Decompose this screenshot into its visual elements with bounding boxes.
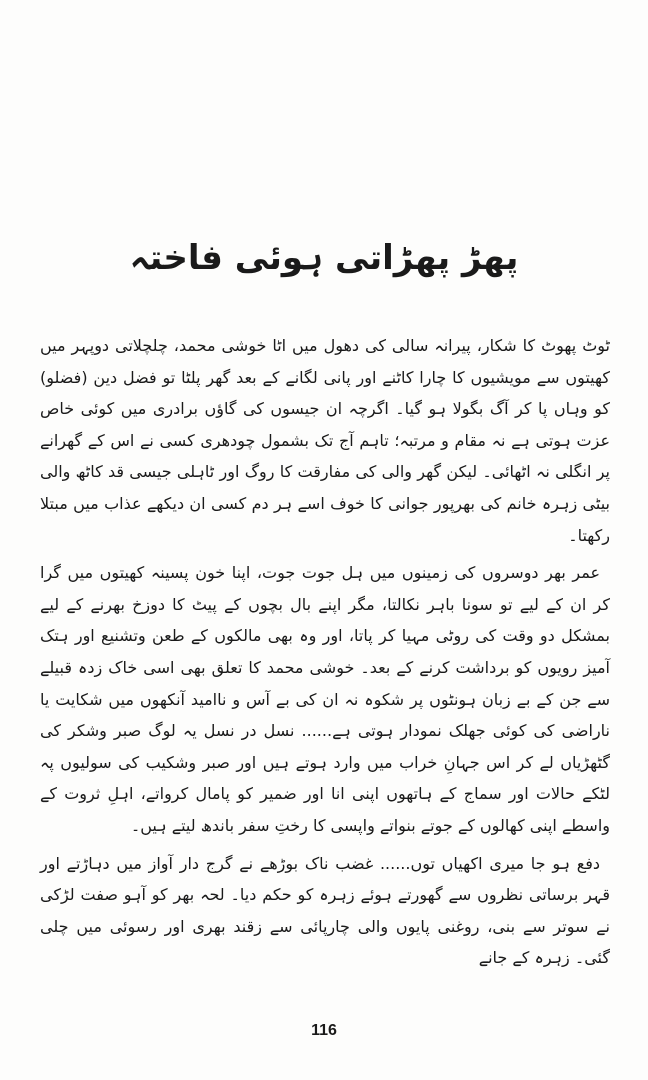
chapter-title: پھڑ پھڑاتی ہوئی فاختہ [129, 238, 519, 278]
paragraph-1: ٹوٹ پھوٹ کا شکار، پیرانہ سالی کی دھول میں اٹا خوشی محمد، چلچلاتی دوپہر میں کھیتوں سے مویشیوں کا چارا کاٹنے اور پانی لگانے کے بعد گھر پلٹا تو فضل دین (فضلو) کو وہاں پا کر آگ بگولا ہو گیا۔ اگرچہ ان جیسوں کی گاؤں برادری میں کوئی خاص عزت ہوتی ہے نہ مقام و مرتبہ؛ تاہم آج تک بشمول چودھری کسی نے اس کے گھرانے پر انگلی نہ اٹھائی۔ لیکن گھر والی کی مفارقت کا روگ اور ٹاہلی جیسی قد کاٹھ والی بیٹی زہرہ خانم کی بھرپور جوانی کا خوف اسے ہر دم کسی ان دیکھے عذاب میں مبتلا رکھتا۔ [40, 336, 610, 545]
body-text [40, 330, 610, 980]
paragraph-2: عمر بھر دوسروں کی زمینوں میں ہل جوت جوت، اپنا خون پسینہ کھیتوں میں گرا کر ان کے لیے تو سونا باہر نکالتا، مگر اپنے بال بچوں کے پیٹ کا دوزخ بھرنے کے لیے بمشکل دو وقت کی روٹی مہیا کر پاتا، اور وہ بھی مالکوں کے طعن وتشنیع اور ہتک آمیز رویوں کو برداشت کرنے کے بعد۔ خوشی محمد کا تعلق بھی اسی خاک زدہ قبیلے سے جن کے بے زبان ہونٹوں پر شکوہ نہ ان کی بے آس و ناامید آنکھوں میں شکایت یا ناراضی کی کوئی جھلک نمودار ہوتی ہے...... نسل در نسل یہ لوگ صبر وشکر کی گٹھڑیاں لے کر اس جہانِ خراب میں وارد ہوتے ہیں اور صبر وشکیب کی سولیوں پہ لٹکے حالات اور سماج کے ہاتھوں اپنی انا اور ضمیر کو پامال کرواتے، اہلِ ثروت کے واسطے اپنی کھالوں کے جوتے بنواتے واپسی کا رختِ سفر باندھ لیتے ہیں۔ [40, 563, 610, 835]
page-number: 116 [311, 1022, 337, 1039]
paragraph-3: دفع ہو جا میری اکھیاں توں...... غضب ناک بوڑھے نے گرج دار آواز میں دہاڑتے اور قہر برساتی نظروں سے گھورتے ہوئے زہرہ کو حکم دیا۔ لحہ بھر کو آہو صفت لڑکی نے سوتر سے بنی، روغنی پایوں والی چارپائی سے زقند بھری اور رسوئی میں چلی گئی۔ زہرہ کے جانے [40, 853, 611, 968]
